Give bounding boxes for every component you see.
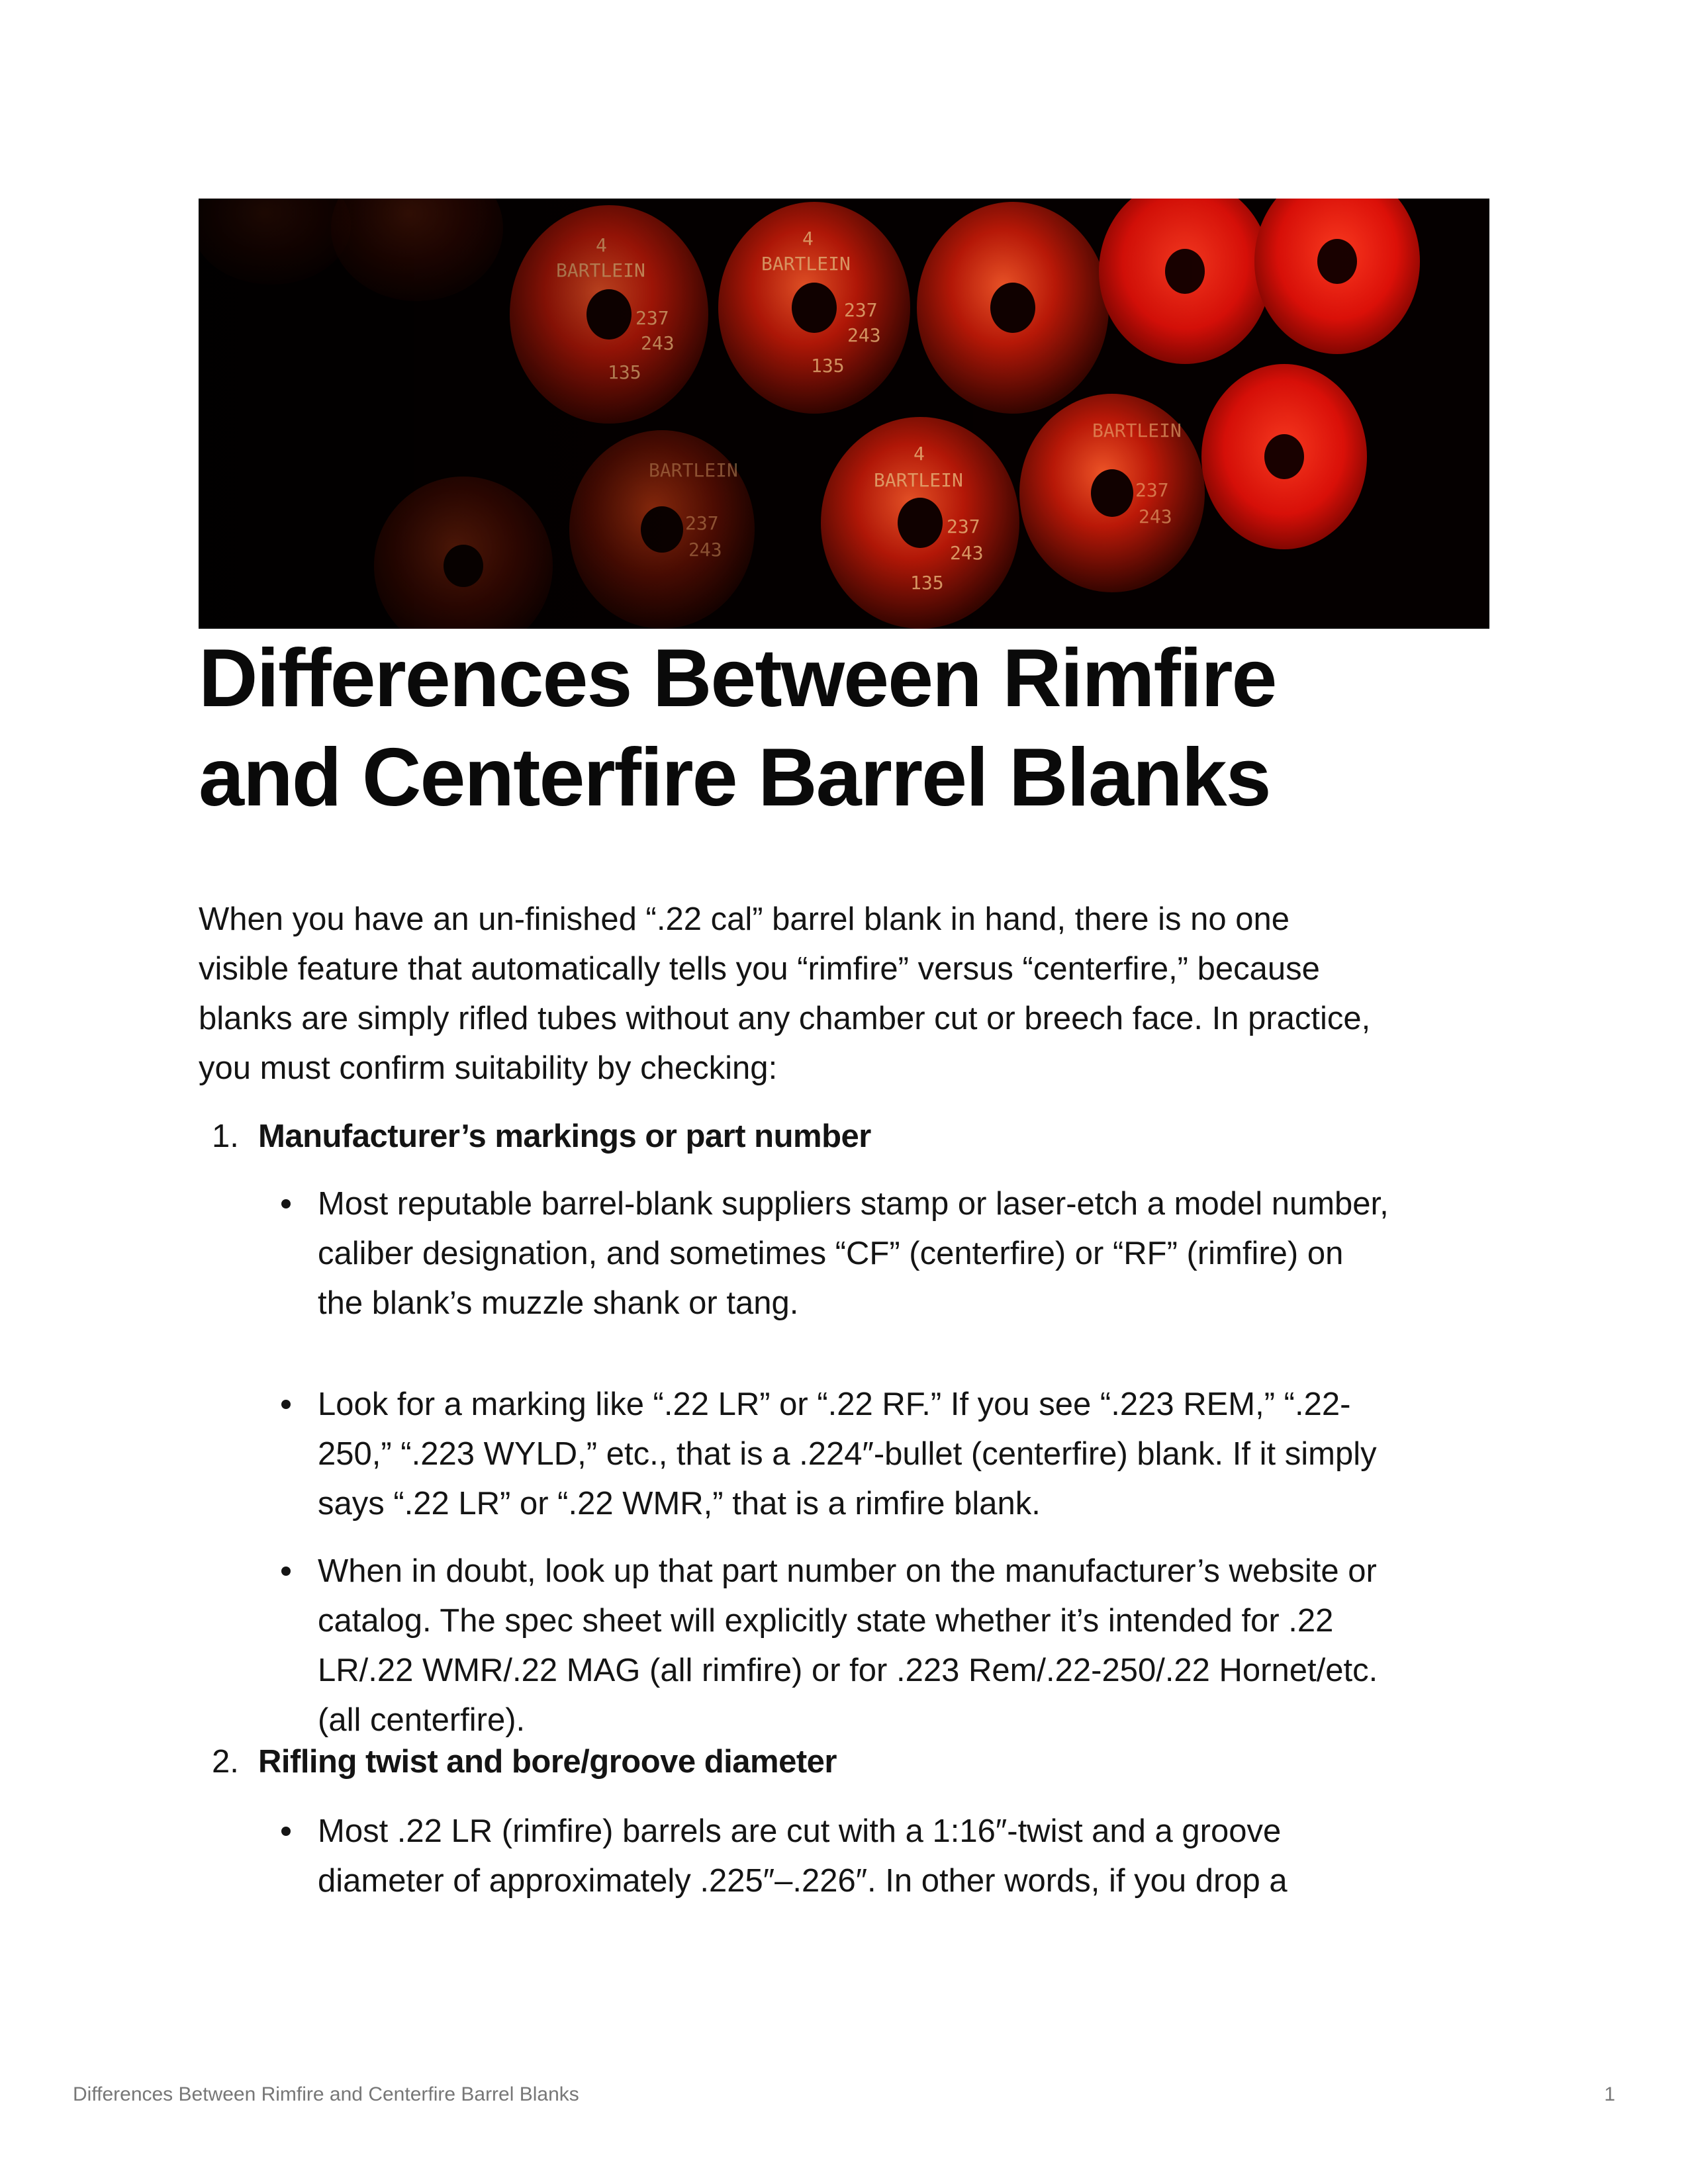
- bullet-line: caliber designation, and sometimes “CF” (centerfire) or “RF” (rimfire) on: [318, 1236, 1344, 1271]
- bullet-line: catalog. The spec sheet will explicitly state whether it’s intended for .22: [318, 1603, 1334, 1639]
- bullet-line: says “.22 LR” or “.22 WMR,” that is a rimfire blank.: [318, 1486, 1041, 1522]
- intro-line: When you have an un-finished “.22 cal” barrel blank in hand, there is no one: [199, 901, 1289, 937]
- bullet-line: Most reputable barrel-blank suppliers stamp or laser-etch a model number,: [318, 1186, 1389, 1222]
- bullet-line: diameter of approximately .225″–.226″. In other words, if you drop a: [318, 1863, 1288, 1899]
- title-line: and Centerfire Barrel Blanks: [199, 732, 1270, 823]
- bullet-line: 250,” “.223 WYLD,” etc., that is a .224″-bullet (centerfire) blank. If it simply: [318, 1436, 1377, 1472]
- bullet-line: When in doubt, look up that part number on the manufacturer’s website or: [318, 1553, 1377, 1589]
- bullet-dot-icon: [281, 1567, 291, 1576]
- bullet-line: Most .22 LR (rimfire) barrels are cut with a 1:16″-twist and a groove: [318, 1813, 1282, 1849]
- list-item-label: Manufacturer’s markings or part number: [258, 1118, 871, 1154]
- bullet-line: Look for a marking like “.22 LR” or “.22 RF.” If you see “.223 REM,” “.22-: [318, 1387, 1351, 1422]
- list-item-number: 2.: [212, 1744, 239, 1780]
- footer-page-number: 1: [1604, 2083, 1615, 2105]
- hero-image: [199, 199, 1489, 629]
- bullet-dot-icon: [281, 1400, 291, 1409]
- page-title: [199, 629, 1489, 827]
- intro-line: blanks are simply rifled tubes without any chamber cut or breech face. In practice,: [199, 1001, 1371, 1036]
- intro-paragraph: [199, 895, 1496, 1093]
- list-bullet: [318, 1807, 1496, 1906]
- title-line: Differences Between Rimfire: [199, 633, 1276, 724]
- intro-line: you must confirm suitability by checking:: [199, 1050, 778, 1086]
- barrel-blank-muzzles-photo: [199, 199, 1489, 629]
- intro-line: visible feature that automatically tells you “rimfire” versus “centerfire,” because: [199, 951, 1320, 987]
- list-bullet: [318, 1547, 1496, 1745]
- bullet-dot-icon: [281, 1199, 291, 1208]
- bullet-line: the blank’s muzzle shank or tang.: [318, 1285, 799, 1321]
- bullet-dot-icon: [281, 1827, 291, 1836]
- bullet-line: (all centerfire).: [318, 1702, 526, 1738]
- list-bullet: [318, 1380, 1496, 1529]
- bullet-line: LR/.22 WMR/.22 MAG (all rimfire) or for .223 Rem/.22-250/.22 Hornet/etc.: [318, 1653, 1378, 1688]
- footer-document-title: Differences Between Rimfire and Centerfire Barrel Blanks: [73, 2083, 579, 2105]
- list-item-label: Rifling twist and bore/groove diameter: [258, 1744, 837, 1780]
- list-bullet: [318, 1179, 1496, 1328]
- list-item-number: 1.: [212, 1118, 239, 1154]
